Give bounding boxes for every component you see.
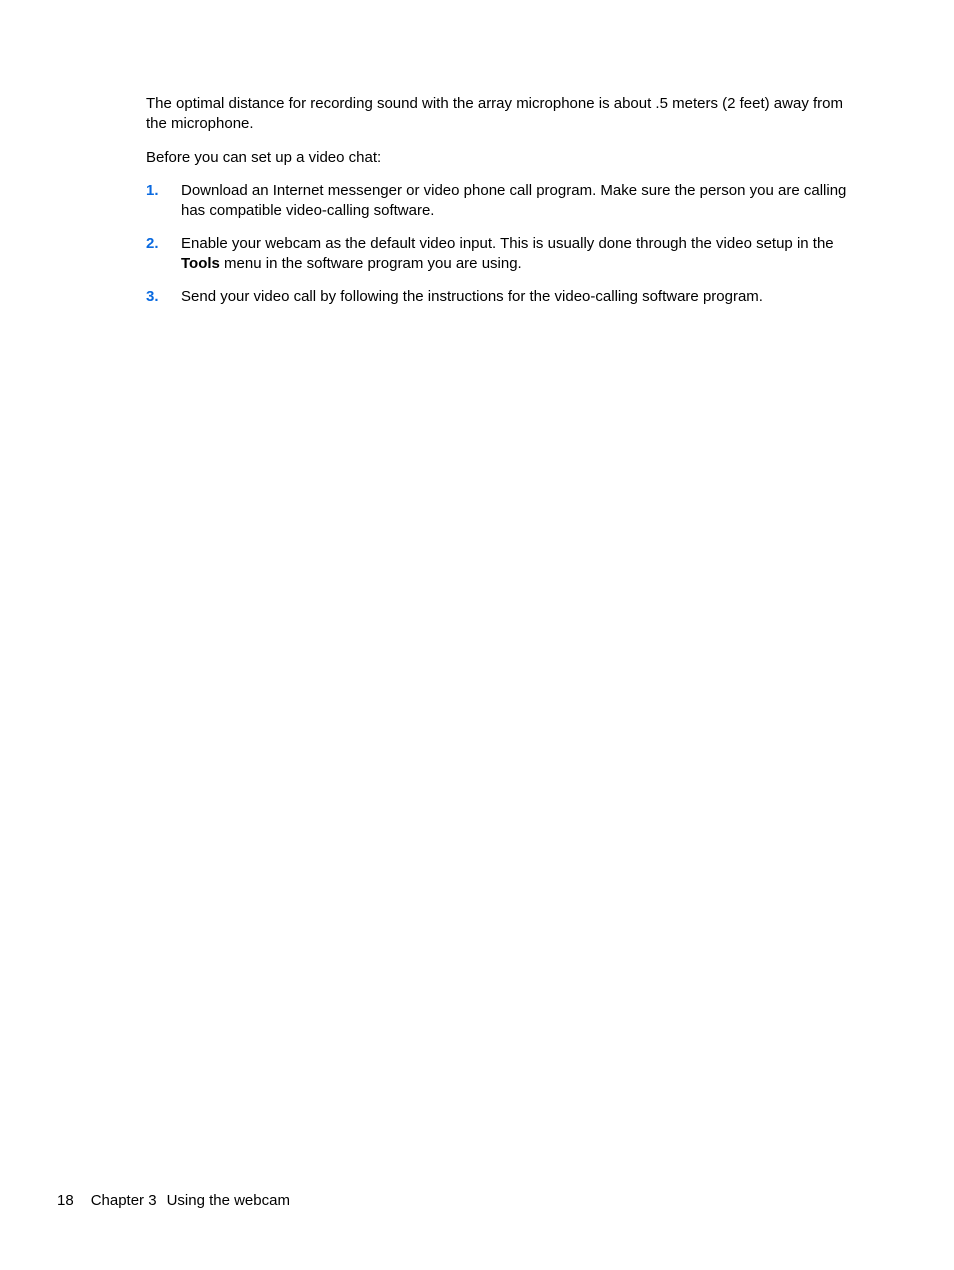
- step-number: 3.: [146, 288, 159, 305]
- step-text: Download an Internet messenger or video phone call program. Make sure the person you are calling has compatible video-calling software.: [181, 182, 847, 219]
- paragraph-microphone-distance: The optimal distance for recording sound with the array microphone is about .5 meters (2 feet) away from the microphone.: [146, 95, 843, 132]
- step-number: 1.: [146, 182, 159, 199]
- list-item: [146, 287, 866, 307]
- page-content: [146, 94, 866, 320]
- chapter-title: Using the webcam: [166, 1192, 290, 1209]
- page-footer: [57, 1191, 290, 1211]
- setup-steps-list: [146, 181, 866, 307]
- chapter-label: Chapter 3: [90, 1192, 157, 1209]
- step-text-after: menu in the software program you are using.: [219, 255, 522, 272]
- step-text: [181, 235, 834, 272]
- step-number: 2.: [146, 235, 159, 252]
- list-item: [146, 181, 866, 221]
- list-item: [146, 234, 866, 274]
- page-number: 18: [57, 1192, 74, 1209]
- paragraph-video-chat-intro: Before you can set up a video chat:: [146, 149, 382, 166]
- step-text-before: Enable your webcam as the default video input. This is usually done through the video setup in the: [181, 235, 834, 252]
- tools-menu-name: Tools: [181, 255, 220, 272]
- step-text: Send your video call by following the instructions for the video-calling software program.: [181, 288, 763, 305]
